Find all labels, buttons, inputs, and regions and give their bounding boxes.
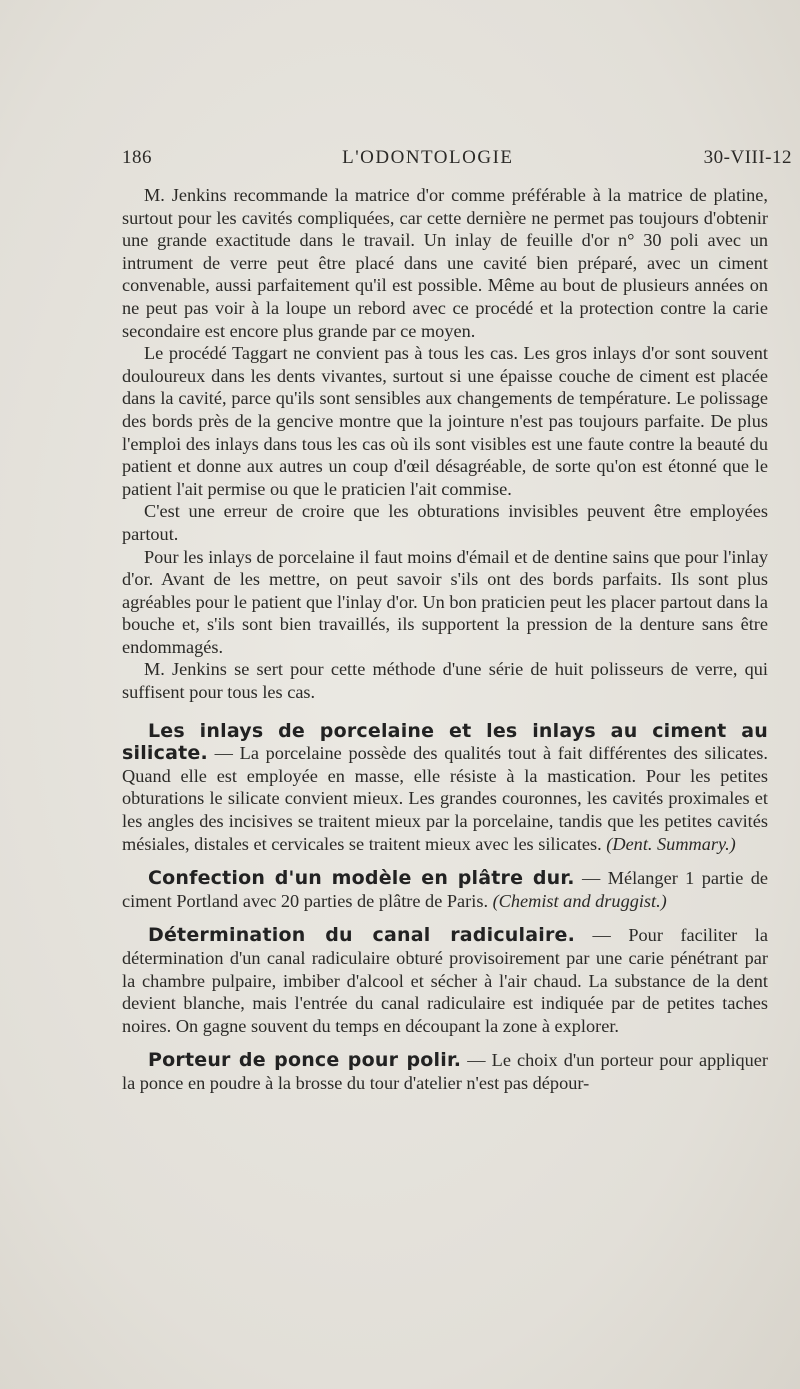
- section-text: Mélanger 1 partie de ciment Portland avec 20 parties de plâtre de Paris.: [122, 868, 768, 911]
- journal-title: L'ODONTOLOGIE: [342, 147, 514, 168]
- em-dash: —: [461, 1050, 492, 1071]
- section-porcelain-vs-silicate: [122, 720, 768, 856]
- source-citation: (Chemist and druggist.): [492, 890, 667, 911]
- source-citation: (Dent. Summary.): [606, 833, 736, 854]
- section-heading: Les inlays de porcelaine et les inlays au ciment au silicate.: [122, 719, 768, 765]
- page-number: 186: [122, 147, 152, 168]
- em-dash: —: [574, 868, 608, 889]
- issue-date: 30-VIII-12: [703, 147, 792, 168]
- section-root-canal: [122, 924, 768, 1037]
- em-dash: —: [207, 743, 240, 764]
- em-dash: —: [575, 925, 629, 946]
- article-body: [122, 184, 768, 1095]
- section-text: Le choix d'un porteur pour appliquer la ponce en poudre à la brosse du tour d'atelier n'est pas dépour-: [122, 1050, 769, 1093]
- section-text: La porcelaine possède des qualités tout à fait différentes des silicates. Quand elle est employée en masse, elle résiste à la mastication. Pour les petites obturations le silicate convient mieux. Les grandes couronnes, les cavités proximales et les angles des incisives se traitent mieux par la porcelaine, tandis que les petites cavités mésiales, distales et cervicales se traitent mieux avec les silicates.: [122, 743, 768, 854]
- running-header: [122, 147, 792, 169]
- paragraph: M. Jenkins recommande la matrice d'or comme préférable à la matrice de platine, surtout pour les cavités compliquées, car cette dernière ne permet pas toujours d'obtenir une grande exactitude dans le travail. Un inlay de feuille d'or n° 30 poli avec un intrument de verre peut être placé dans une cavité bien préparé, avec un ciment convenable, aussi parfaitement qu'il est possible. Même au bout de plusieurs années on ne peut pas voir à la loupe un rebord avec ce procédé et la protection contre la carie secondaire est encore plus grande par ce moyen.: [122, 185, 768, 341]
- paragraph: C'est une erreur de croire que les obturations invisibles peuvent être employées partout.: [122, 501, 768, 544]
- section-plaster-model: [122, 867, 768, 912]
- paragraph: Pour les inlays de porcelaine il faut moins d'émail et de dentine sains que pour l'inlay d'or. Avant de les mettre, on peut savoir s'ils ont des bords parfaits. Ils sont plus agréables pour le patient que l'inlay d'or. Un bon praticien peut les placer partout dans la bouche et, s'ils sont bien travaillés, ils supportent la pression de la denture sans être endommagés.: [122, 546, 768, 657]
- section-pumice-carrier: [122, 1049, 768, 1094]
- section-text: Pour faciliter la détermination d'un canal radiculaire obturé provisoirement par une carie pénétrant par la chambre pulpaire, imbiber d'alcool et sécher à l'air chaud. La substance de la dent devient blanche, mais l'entrée du canal radiculaire est indiquée par de petites taches noires. On gagne souvent du temps en découpant la zone à explorer.: [122, 925, 768, 1036]
- section-heading: Porteur de ponce pour polir.: [148, 1049, 462, 1072]
- section-heading: Confection d'un modèle en plâtre dur.: [148, 867, 575, 890]
- paragraph: Le procédé Taggart ne convient pas à tous les cas. Les gros inlays d'or sont souvent douloureux dans les dents vivantes, surtout si une épaisse couche de ciment est placée dans la cavité, parce qu'ils sont sensibles aux changements de température. Le polissage des bords près de la gencive montre que la jointure n'est pas toujours parfaite. De plus l'emploi des inlays dans tous les cas où ils sont visibles est une faute contre la beauté du patient et donne aux autres un coup d'œil désagréable, de sorte qu'on est étonné que le patient l'ait permise ou que le praticien l'ait commise.: [122, 343, 768, 499]
- section-heading: Détermination du canal radiculaire.: [148, 924, 576, 947]
- paragraph: M. Jenkins se sert pour cette méthode d'une série de huit polisseurs de verre, qui suffisent pour tous les cas.: [122, 659, 768, 703]
